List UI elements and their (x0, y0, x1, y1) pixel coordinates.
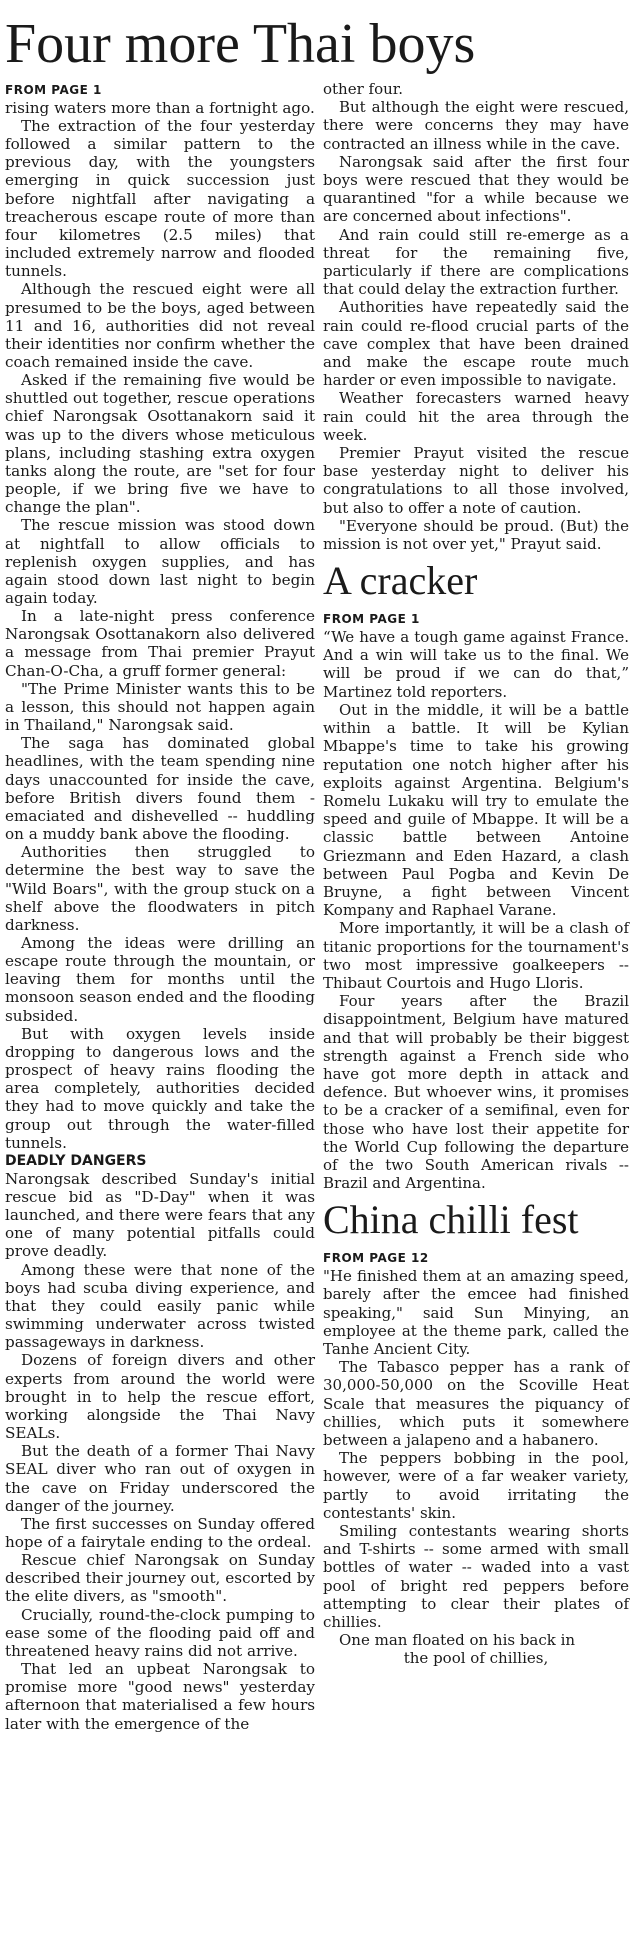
paragraph: Narongsak described Sunday's initial rescue bid as "D-Day" when it was launched, and there were fears that any one of many potential pitfalls could prove deadly. (5, 1169, 315, 1261)
paragraph: The peppers bobbing in the pool, however, were of a far weaker variety, partly to avoid irritating the contestants' skin. (323, 1449, 629, 1522)
paragraph: Premier Prayut visited the rescue base yesterday night to deliver his congratulations to all those involved, but also to offer a note of caution. (323, 444, 629, 517)
continuation-label: FROM PAGE 1 (323, 612, 420, 627)
headline-a-cracker: A cracker (323, 558, 478, 604)
paragraph: "The Prime Minister wants this to be a lesson, this should not happen again in Thailand," Narongsak said. (5, 679, 315, 735)
paragraph: Weather forecasters warned heavy rain could hit the area through the week. (323, 389, 629, 444)
headline-four-more-thai-boys: Four more Thai boys (5, 13, 476, 75)
paragraph: The extraction of the four yesterday followed a similar pattern to the previous day, with the youngsters emerging in quick succession just before nightfall after navigating a treacherous escape route of more than four kilometres (2.5 miles) that included extremely narrow and flooded tunnels. (5, 116, 315, 281)
paragraph: other four. (323, 80, 404, 98)
paragraph: Among the ideas were drilling an escape route through the mountain, or leaving them for months until the monsoon season ended and the flooding subsided. (5, 933, 315, 1025)
paragraph: But with oxygen levels inside dropping to dangerous lows and the prospect of heavy rains flooding the area completely, authorities decided they had to move quickly and take the group out through the water-filled tunnels. (5, 1024, 315, 1152)
paragraph: The Tabasco pepper has a rank of 30,000-50,000 on the Scoville Heat Scale that measures the piquancy of chillies, which puts it somewhere between a jalapeno and a habanero. (323, 1358, 629, 1449)
paragraph: One man floated on his back in (339, 1631, 576, 1650)
paragraph: Rescue chief Narongsak on Sunday described their journey out, escorted by the elite divers, as "smooth". (5, 1551, 315, 1606)
paragraph: But the death of a former Thai Navy SEAL diver who ran out of oxygen in the cave on Friday underscored the danger of the journey. (5, 1442, 315, 1515)
paragraph: Dozens of foreign divers and other experts from around the world were brought in to help the rescue effort, working alongside the Thai Navy SEALs. (5, 1351, 315, 1443)
paragraph: “We have a tough game against France. And a win will take us to the final. We will be proud if we can do that,” Martinez told reporters. (323, 628, 629, 701)
paragraph: Although the rescued eight were all presumed to be the boys, aged between 11 and 16, authorities did not reveal their identities nor confirm whether the coach remained inside the cave. (5, 280, 315, 371)
paragraph: That led an upbeat Narongsak to promise more "good news" yesterday afternoon that materialised a few hours later with the emergence of the (5, 1660, 315, 1733)
paragraph: Asked if the remaining five would be shuttled out together, rescue operations chief Narongsak Osottanakorn said it was up to the divers whose meticulous plans, including stashing extra oxygen tanks along the route, are "set for four people, if we bring five we have to change the plan". (5, 371, 315, 517)
paragraph: More importantly, it will be a clash of titanic proportions for the tournament's two most impressive goalkeepers -- Thibaut Courtois and Hugo Lloris. (323, 919, 629, 992)
paragraph: Out in the middle, it will be a battle within a battle. It will be Kylian Mbappe's time to take his growing reputation one notch higher after his exploits against Argentina. Belgium's Romelu Lukaku will try to emulate the speed and guile of Mbappe. It will be a classic battle between Antoine Griezmann and Eden Hazard, a clash between Paul Pogba and Kevin De Bruyne, a fight between Vincent Kompany and Raphael Varane. (323, 700, 629, 920)
trailing-line: the pool of chillies, (403, 1649, 549, 1668)
paragraph: "Everyone should be proud. (But) the mission is not over yet," Prayut said. (323, 516, 629, 554)
paragraph: Authorities then struggled to determine the best way to save the "Wild Boars", with the group stuck on a shelf above the floodwaters in pitch darkness. (5, 843, 315, 934)
paragraph: The rescue mission was stood down at nightfall to allow officials to replenish oxygen supplies, and has again stood down last night to begin again today. (5, 516, 315, 608)
paragraph: In a late-night press conference Narongsak Osottanakorn also delivered a message from Thai premier Prayut Chan-O-Cha, a gruff former general: (5, 607, 315, 680)
paragraph: The first successes on Sunday offered hope of a fairytale ending to the ordeal. (5, 1514, 315, 1551)
paragraph: Authorities have repeatedly said the rain could re-flood crucial parts of the cave complex that have been drained and make the escape route much harder or even impossible to navigate. (323, 298, 629, 390)
paragraph: "He finished them at an amazing speed, barely after the emcee had finished speaking," said Sun Minying, an employee at the theme park, called the Tanhe Ancient City. (323, 1267, 629, 1358)
continuation-label: FROM PAGE 12 (323, 1251, 429, 1266)
paragraph: Narongsak said after the first four boys were rescued that they would be quarantined "for a while because we are concerned about infections". (323, 152, 629, 226)
paragraph: Among these were that none of the boys had scuba diving experience, and that they could easily panic while swimming underwater across twisted passageways in darkness. (5, 1260, 315, 1352)
paragraph: Smiling contestants wearing shorts and T-shirts -- some armed with small bottles of water -- waded into a vast pool of bright red peppers before attempting to clear their plates of chillies. (323, 1522, 629, 1632)
paragraph: And rain could still re-emerge as a threat for the remaining five, particularly if there are complications that could delay the extraction further. (323, 225, 629, 299)
paragraph: The saga has dominated global headlines, with the team spending nine days unaccounted for inside the cave, before British divers found them - emaciated and dishevelled -- huddling on a muddy bank above the flooding. (5, 734, 315, 844)
paragraph: Crucially, round-the-clock pumping to ease some of the flooding paid off and threatened heavy rains did not arrive. (5, 1605, 315, 1660)
subhead-deadly-dangers: DEADLY DANGERS (5, 1152, 147, 1169)
headline-china-chilli-fest: China chilli fest (323, 1197, 579, 1243)
paragraph: Four years after the Brazil disappointment, Belgium have matured and that will probably be their biggest strength against a French side who have got more depth in attack and defence. But whoever wins, it promises to be a cracker of a semifinal, even for those who have lost their appetite for the World Cup following the departure of the two South American rivals -- Brazil and Argentina. (323, 992, 629, 1193)
continuation-label: FROM PAGE 1 (5, 83, 102, 97)
paragraph: rising waters more than a fortnight ago. (5, 98, 315, 117)
paragraph: But although the eight were rescued, there were concerns they may have contracted an illness while in the cave. (323, 98, 629, 153)
right-column (323, 0, 629, 1668)
